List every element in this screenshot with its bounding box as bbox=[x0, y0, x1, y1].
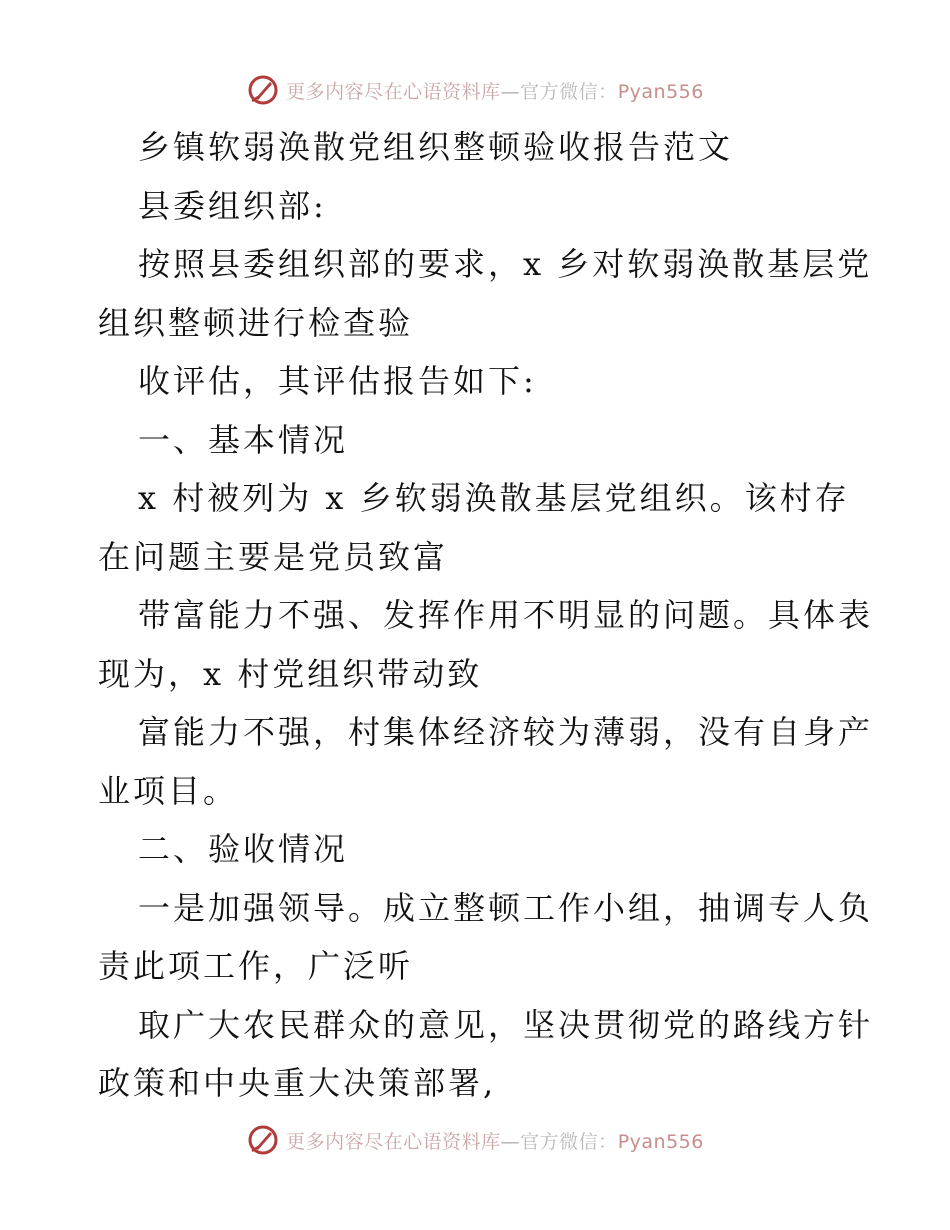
watermark-wechat-id: Pyan556 bbox=[617, 80, 704, 103]
document-line: 政策和中央重大决策部署, bbox=[98, 1064, 497, 1102]
document-line: 业项目。 bbox=[98, 771, 239, 810]
watermark-separator: — bbox=[500, 1130, 521, 1153]
watermark-separator: — bbox=[500, 80, 521, 103]
feather-pen-logo-icon bbox=[246, 1123, 280, 1157]
document-line: 一是加强领导。成立整顿工作小组，抽调专人负 bbox=[138, 888, 874, 927]
watermark-wechat-id: Pyan556 bbox=[617, 1130, 704, 1153]
document-line: 一、基本情况 bbox=[138, 420, 349, 459]
document-line: 二、验收情况 bbox=[138, 830, 349, 868]
document-line: 乡镇软弱涣散党组织整顿验收报告范文 bbox=[138, 128, 734, 166]
document-line: 带富能力不强、发挥作用不明显的问题。具体表 bbox=[138, 596, 874, 634]
watermark-site-text: 更多内容尽在心语资料库 bbox=[286, 1130, 501, 1153]
document-line: 在问题主要是党员致富 bbox=[98, 537, 449, 576]
watermark-text bbox=[286, 77, 704, 104]
watermark-wechat-label: 官方微信： bbox=[520, 80, 618, 103]
feather-pen-logo-icon bbox=[246, 73, 280, 107]
watermark-text bbox=[286, 1127, 704, 1154]
document-line: 责此项工作，广泛听 bbox=[98, 947, 414, 985]
watermark-wechat-label: 官方微信： bbox=[520, 1130, 618, 1153]
document-line: 县委组织部: bbox=[138, 186, 327, 225]
document-line: 取广大农民群众的意见，坚决贯彻党的路线方针 bbox=[138, 1005, 874, 1044]
document-line: x 村被列为 x 乡软弱涣散基层党组织。该村存 bbox=[138, 479, 850, 517]
document-line: 现为，x 村党组织带动致 bbox=[98, 654, 483, 693]
document-line: 组织整顿进行检查验 bbox=[98, 303, 414, 342]
footer-watermark bbox=[0, 1120, 950, 1160]
document-line: 富能力不强，村集体经济较为薄弱，没有自身产 bbox=[138, 713, 874, 751]
header-watermark bbox=[0, 70, 950, 110]
document-line: 按照县委组织部的要求，x 乡对软弱涣散基层党 bbox=[138, 245, 873, 283]
watermark-site-text: 更多内容尽在心语资料库 bbox=[286, 80, 501, 103]
document-body bbox=[98, 118, 874, 1113]
document-line: 收评估，其评估报告如下: bbox=[138, 362, 537, 400]
